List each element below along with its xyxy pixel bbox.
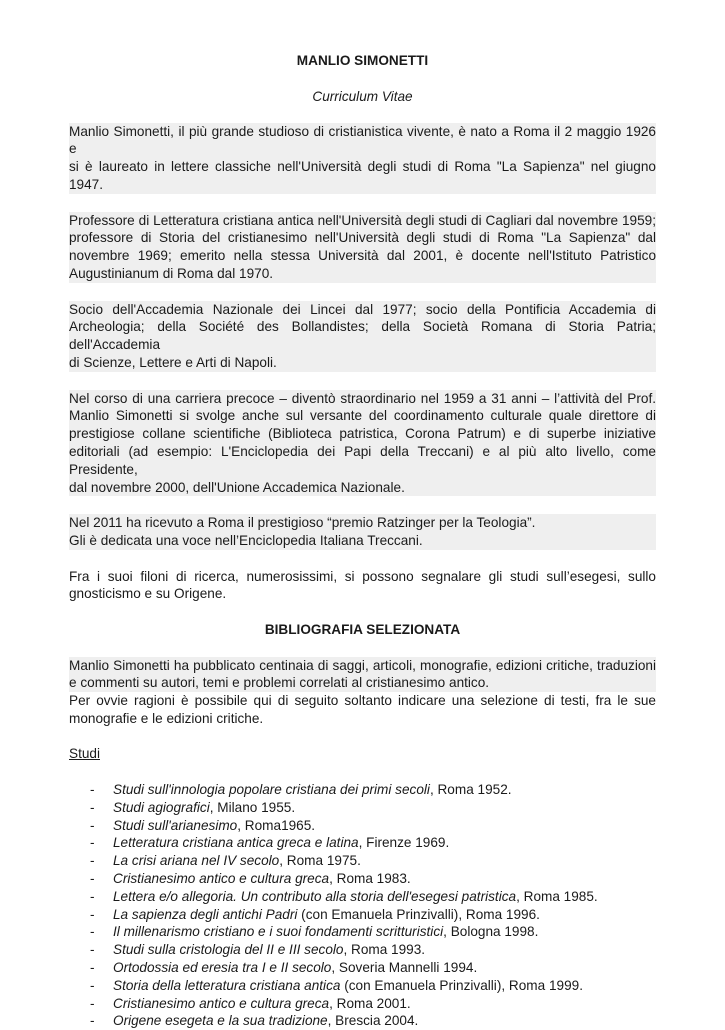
list-bullet: - xyxy=(90,817,95,833)
document-page xyxy=(69,52,656,1030)
list-bullet: - xyxy=(90,995,95,1011)
book-details: , Roma1965. xyxy=(237,817,316,833)
paragraph-line: Gli è dedicata una voce nell’Enciclopedia Italiana Treccani. xyxy=(69,532,656,550)
list-bullet: - xyxy=(90,977,95,993)
paragraph-line: Per ovvie ragioni è possibile qui di seguito soltanto indicare una selezione di testi, fra le sue xyxy=(69,693,656,709)
book-details: , Milano 1955. xyxy=(209,799,296,815)
book-title: Origene esegeta e la sua tradizione xyxy=(113,1013,328,1029)
list-item xyxy=(69,906,656,924)
paragraph-line: monografie e le edizioni critiche. xyxy=(69,710,264,726)
book-details: , Brescia 2004. xyxy=(327,1013,419,1029)
list-item xyxy=(69,781,656,799)
list-bullet: - xyxy=(90,853,95,869)
paragraph-line: professore di Storia del cristianesimo nell'Università degli studi di Roma "La Sapienza" dal xyxy=(69,230,656,246)
paragraph-line: dal novembre 2000, dell'Unione Accademica Nazionale. xyxy=(69,479,656,497)
cv-paragraph-awards xyxy=(69,514,656,550)
book-details: , Soveria Mannelli 1994. xyxy=(331,960,478,976)
book-details: , Firenze 1969. xyxy=(358,835,450,851)
list-item xyxy=(69,959,656,977)
book-title: Ortodossia ed eresia tra I e II secolo xyxy=(113,960,332,976)
paragraph-line: Nel corso di una carriera precoce – diventò straordinario nel 1959 a 31 anni – l’attività del Prof. xyxy=(69,390,656,406)
bibliography-intro xyxy=(69,657,656,728)
paragraph-line: Fra i suoi filoni di ricerca, numerosissimi, si possono segnalare gli studi sull’esegesi, sullo xyxy=(69,568,656,584)
book-title: Cristianesimo antico e cultura greca xyxy=(113,995,330,1011)
bibliography-list xyxy=(69,781,656,1030)
book-title: Lettera e/o allegoria. Un contributo alla storia dell'esegesi patristica xyxy=(113,888,517,904)
list-bullet: - xyxy=(90,906,95,922)
list-bullet: - xyxy=(90,835,95,851)
list-item xyxy=(69,852,656,870)
list-item xyxy=(69,1012,656,1030)
list-item xyxy=(69,977,656,995)
list-item xyxy=(69,941,656,959)
book-title: Letteratura cristiana antica greca e latina xyxy=(113,835,359,851)
book-details: (con Emanuela Prinzivalli), Roma 1999. xyxy=(340,977,583,993)
list-item xyxy=(69,834,656,852)
book-details: , Roma 1993. xyxy=(343,942,426,958)
paragraph-line: Nel 2011 ha ricevuto a Roma il prestigioso “premio Ratzinger per la Teologia”. xyxy=(69,514,656,532)
list-bullet: - xyxy=(90,888,95,904)
book-title: Il millenarismo cristiano e i suoi fondamenti scritturistici xyxy=(113,924,444,940)
list-bullet: - xyxy=(90,960,95,976)
paragraph-line: gnosticismo e su Origene. xyxy=(69,586,227,602)
paragraph-line: di Scienze, Lettere e Arti di Napoli. xyxy=(69,354,656,372)
list-item xyxy=(69,870,656,888)
cv-paragraph-career xyxy=(69,212,656,283)
studi-heading: Studi xyxy=(69,746,100,762)
paragraph-line: e commenti su autori, temi e problemi correlati al cristianesimo antico. xyxy=(69,674,656,692)
document-title: MANLIO SIMONETTI xyxy=(296,53,429,68)
paragraph-line: Archeologia; della Société des Bollandistes; della Società Romana di Storia Patria; dell'Accademia xyxy=(69,319,656,353)
list-item xyxy=(69,888,656,906)
list-bullet: - xyxy=(90,924,95,940)
book-title: Cristianesimo antico e cultura greca xyxy=(113,871,330,887)
list-item xyxy=(69,799,656,817)
book-details: , Bologna 1998. xyxy=(443,924,539,940)
list-item xyxy=(69,995,656,1013)
paragraph-line: Augustinianum di Roma dal 1970. xyxy=(69,265,656,283)
book-title: La crisi ariana nel IV secolo xyxy=(113,853,280,869)
book-details: , Roma 1952. xyxy=(429,782,512,798)
cv-paragraph-research xyxy=(69,568,656,604)
document-subtitle: Curriculum Vitae xyxy=(312,88,413,104)
list-bullet: - xyxy=(90,942,95,958)
paragraph-line: si è laureato in lettere classiche nell'Università degli studi di Roma "La Sapienza" nel giugno 1947. xyxy=(69,159,656,192)
cv-paragraph-activities xyxy=(69,390,656,497)
list-bullet: - xyxy=(90,782,95,798)
paragraph-line: prestigiose collane scientifiche (Biblioteca patristica, Corona Patrum) e di superbe iniziative xyxy=(69,426,656,442)
book-title: Studi agiografici xyxy=(113,799,210,815)
book-details: , Roma 1975. xyxy=(279,853,361,869)
paragraph-line: Professore di Letteratura cristiana antica nell'Università degli studi di Cagliari dal novembre 1959; xyxy=(69,212,656,228)
list-bullet: - xyxy=(90,799,95,815)
paragraph-line: editoriali (ad esempio: L'Enciclopedia dei Papi della Treccani) e al più alto livello, come Presidente, xyxy=(69,443,656,477)
list-bullet: - xyxy=(90,871,95,887)
bibliography-heading: BIBLIOGRAFIA SELEZIONATA xyxy=(264,621,461,637)
studi-heading-wrap xyxy=(69,745,656,781)
list-item xyxy=(69,817,656,835)
book-title: Studi sull'arianesimo xyxy=(113,817,238,833)
book-details: (con Emanuela Prinzivalli), Roma 1996. xyxy=(297,906,540,922)
list-item xyxy=(69,923,656,941)
cv-paragraph-birth xyxy=(69,123,656,194)
paragraph-line: Socio dell'Accademia Nazionale dei Lincei dal 1977; socio della Pontificia Accademia di xyxy=(69,301,656,317)
cv-section xyxy=(69,123,656,604)
book-title: Studi sull'innologia popolare cristiana dei primi secoli xyxy=(113,782,430,798)
paragraph-line: Manlio Simonetti, il più grande studioso di cristianistica vivente, è nato a Roma il 2 maggio 1926 e xyxy=(69,123,656,157)
book-details: , Roma 1983. xyxy=(329,871,411,887)
list-bullet: - xyxy=(90,1013,95,1029)
book-title: Storia della letteratura cristiana antica xyxy=(113,977,341,993)
book-title: La sapienza degli antichi Padri xyxy=(113,906,298,922)
paragraph-line: novembre 1969; emerito nella stessa Università dal 2001, è docente nell'Istituto Patristico xyxy=(69,248,656,264)
book-details: , Roma 2001. xyxy=(329,995,411,1011)
book-title: Studi sulla cristologia del II e III secolo xyxy=(113,942,344,958)
cv-paragraph-memberships xyxy=(69,301,656,372)
book-details: , Roma 1985. xyxy=(516,888,598,904)
paragraph-line: Manlio Simonetti si svolge anche sul versante del coordinamento culturale quale direttore di xyxy=(69,408,656,424)
paragraph-line: Manlio Simonetti ha pubblicato centinaia di saggi, articoli, monografie, edizioni critiche, traduzioni xyxy=(69,657,656,673)
